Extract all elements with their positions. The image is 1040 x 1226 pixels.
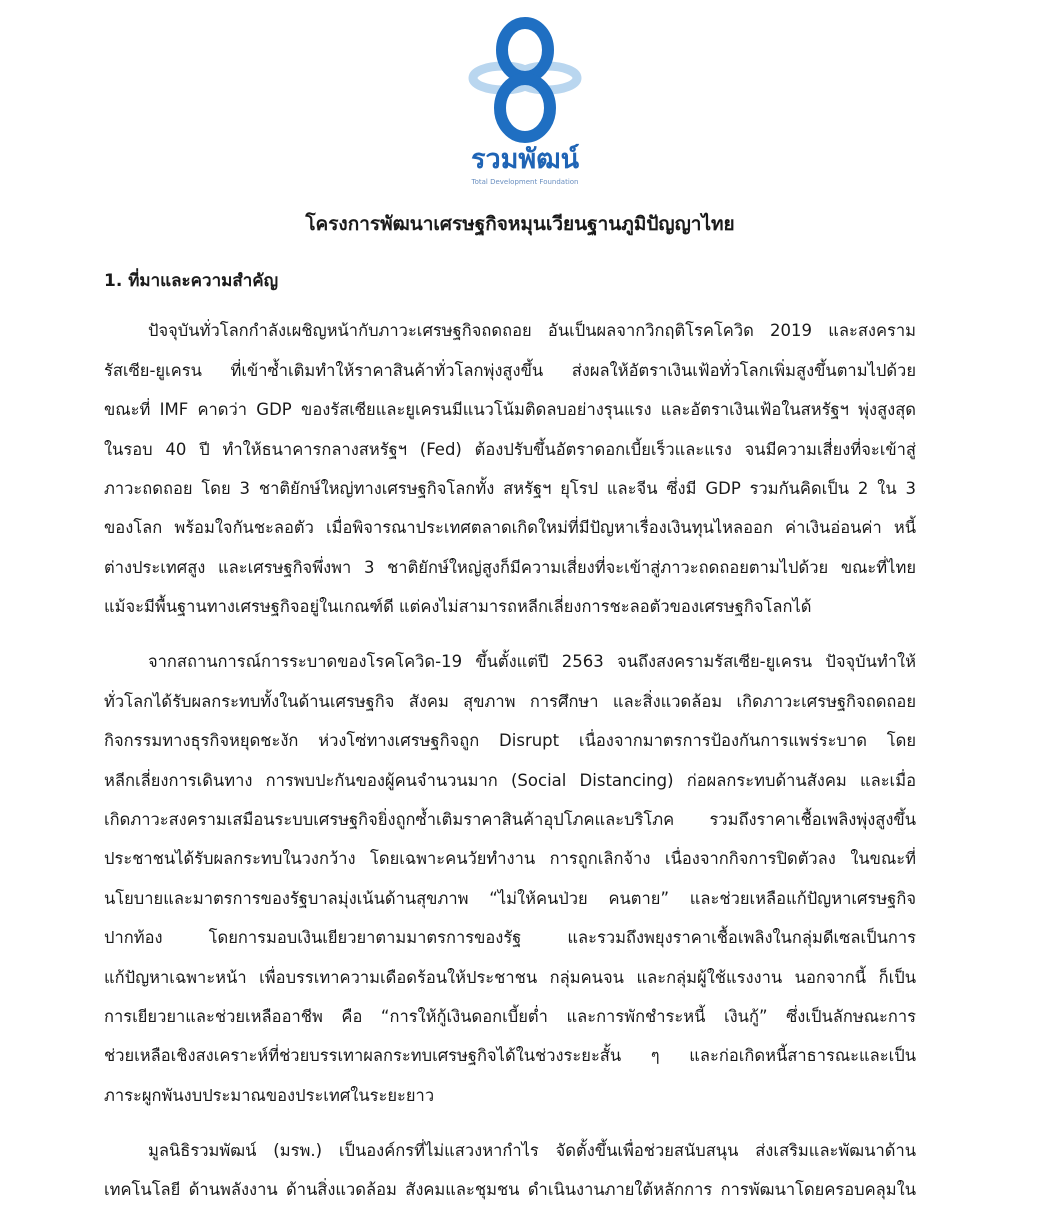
text-line: ของโลก พร้อมใจกันชะลอตัว เมื่อพิจารณาประเทศตลาดเกิดใหม่ที่มีปัญหาเรื่องเงินทุนไหลออก ค่าเงินอ่อนค่า หนี้ [104,518,916,537]
logo-name: รวมพัฒน์ [470,144,580,175]
text-line: แก้ปัญหาเฉพาะหน้า เพื่อบรรเทาความเดือดร้อนให้ประชาชน กลุ่มคนจน และกลุ่มผู้ใช้แรงงาน นอกจากนี้ ก็เป็น [104,968,916,987]
text-line: รัสเซีย-ยูเครน ที่เข้าซ้ำเติมทำให้ราคาสินค้าทั่วโลกพุ่งสูงขึ้น ส่งผลให้อัตราเงินเฟ้อทั่วโลกเพิ่มสูงขึ้นตามไปด้วย [104,361,916,380]
foundation-logo [455,14,595,186]
text-line: จากสถานการณ์การระบาดของโรคโควิด-19 ขึ้นตั้งแต่ปี 2563 จนถึงสงครามรัสเซีย-ยูเครน ปัจจุบันทำให้ [148,652,916,671]
text-line: กิจกรรมทางธุรกิจหยุดชะงัก ห่วงโซ่ทางเศรษฐกิจถูก Disrupt เนื่องจากมาตรการป้องกันการแพร่ระบาด โดย [104,731,916,750]
text-line: การเยียวยาและช่วยเหลืออาชีพ คือ “การให้กู้เงินดอกเบี้ยต่ำ และการพักชำระหนี้ เงินกู้” ซึ่งเป็นลักษณะการ [104,1007,916,1026]
text-line: ประชาชนได้รับผลกระทบในวงกว้าง โดยเฉพาะคนวัยทำงาน การถูกเลิกจ้าง เนื่องจากกิจการปิดตัวลง ในขณะที่ [104,849,916,868]
text-line: ช่วยเหลือเชิงสงเคราะห์ที่ช่วยบรรเทาผลกระทบเศรษฐกิจได้ในช่วงระยะสั้น ๆ และก่อเกิดหนี้สาธารณะและเป็น [104,1046,916,1065]
text-line: ต่างประเทศสูง และเศรษฐกิจพึ่งพา 3 ชาติยักษ์ใหญ่สูงก็มีความเสี่ยงที่จะเข้าสู่ภาวะถดถอยตามไปด้วย ขณะที่ไทย [104,558,916,577]
text-line: ภาวะถดถอย โดย 3 ชาติยักษ์ใหญ่ทางเศรษฐกิจโลกทั้ง สหรัฐฯ ยุโรป และจีน ซึ่งมี GDP รวมกันคิดเป็น 2 ใน 3 [104,479,916,498]
text-line: นโยบายและมาตรการของรัฐบาลมุ่งเน้นด้านสุขภาพ “ไม่ให้คนป่วย คนตาย” และช่วยเหลือแก้ปัญหาเศรษฐกิจ [104,889,916,908]
text-line: มูลนิธิรวมพัฒน์ (มรพ.) เป็นองค์กรที่ไม่แสวงหากำไร จัดตั้งขึ้นเพื่อช่วยสนับสนุน ส่งเสริมและพัฒนาด้าน [148,1141,916,1160]
text-line: ทั่วโลกได้รับผลกระทบทั้งในด้านเศรษฐกิจ สังคม สุขภาพ การศึกษา และสิ่งแวดล้อม เกิดภาวะเศรษฐกิจถดถอย [104,692,916,711]
section-heading: 1. ที่มาและความสำคัญ [104,271,279,291]
text-line: ภาระผูกพันงบประมาณของประเทศในระยะยาว [104,1086,435,1105]
text-line: ปัจจุบันทั่วโลกกำลังเผชิญหน้ากับภาวะเศรษฐกิจถดถอย อันเป็นผลจากวิกฤติโรคโควิด 2019 และสงคราม [148,321,916,340]
text-line: ขณะที่ IMF คาดว่า GDP ของรัสเซียและยูเครนมีแนวโน้มติดลบอย่างรุนแรง และอัตราเงินเฟ้อในสหรัฐฯ พุ่งสูงสุด [104,400,916,419]
document-title: โครงการพัฒนาเศรษฐกิจหมุนเวียนฐานภูมิปัญญาไทย [305,213,735,235]
text-line: เกิดภาวะสงครามเสมือนระบบเศรษฐกิจยิ่งถูกซ้ำเติมราคาสินค้าอุปโภคและบริโภค รวมถึงราคาเชื้อเพลิงพุ่งสูงขึ้น [104,810,916,829]
text-line: หลีกเลี่ยงการเดินทาง การพบปะกันของผู้คนจำนวนมาก (Social Distancing) ก่อผลกระทบด้านสังคม และเมื่อ [104,771,916,790]
infinity-loop-icon [455,14,595,146]
logo-subtitle: Total Development Foundation [471,178,579,186]
text-line: เทคโนโลยี ด้านพลังงาน ด้านสิ่งแวดล้อม สังคมและชุมชน ดำเนินงานภายใต้หลักการ การพัฒนาโดยครอบคลุมใน [104,1180,916,1199]
text-line: ปากท้อง โดยการมอบเงินเยียวยาตามมาตรการของรัฐ และรวมถึงพยุงราคาเชื้อเพลิงในกลุ่มดีเซลเป็นการ [104,928,916,947]
text-line: ในรอบ 40 ปี ทำให้ธนาคารกลางสหรัฐฯ (Fed) ต้องปรับขึ้นอัตราดอกเบี้ยเร็วและแรง จนมีความเสี่ยงที่จะเข้าสู่ [104,440,916,459]
text-line: แม้จะมีพื้นฐานทางเศรษฐกิจอยู่ในเกณฑ์ดี แต่คงไม่สามารถหลีกเลี่ยงการชะลอตัวของเศรษฐกิจโลกได้ [104,597,812,616]
